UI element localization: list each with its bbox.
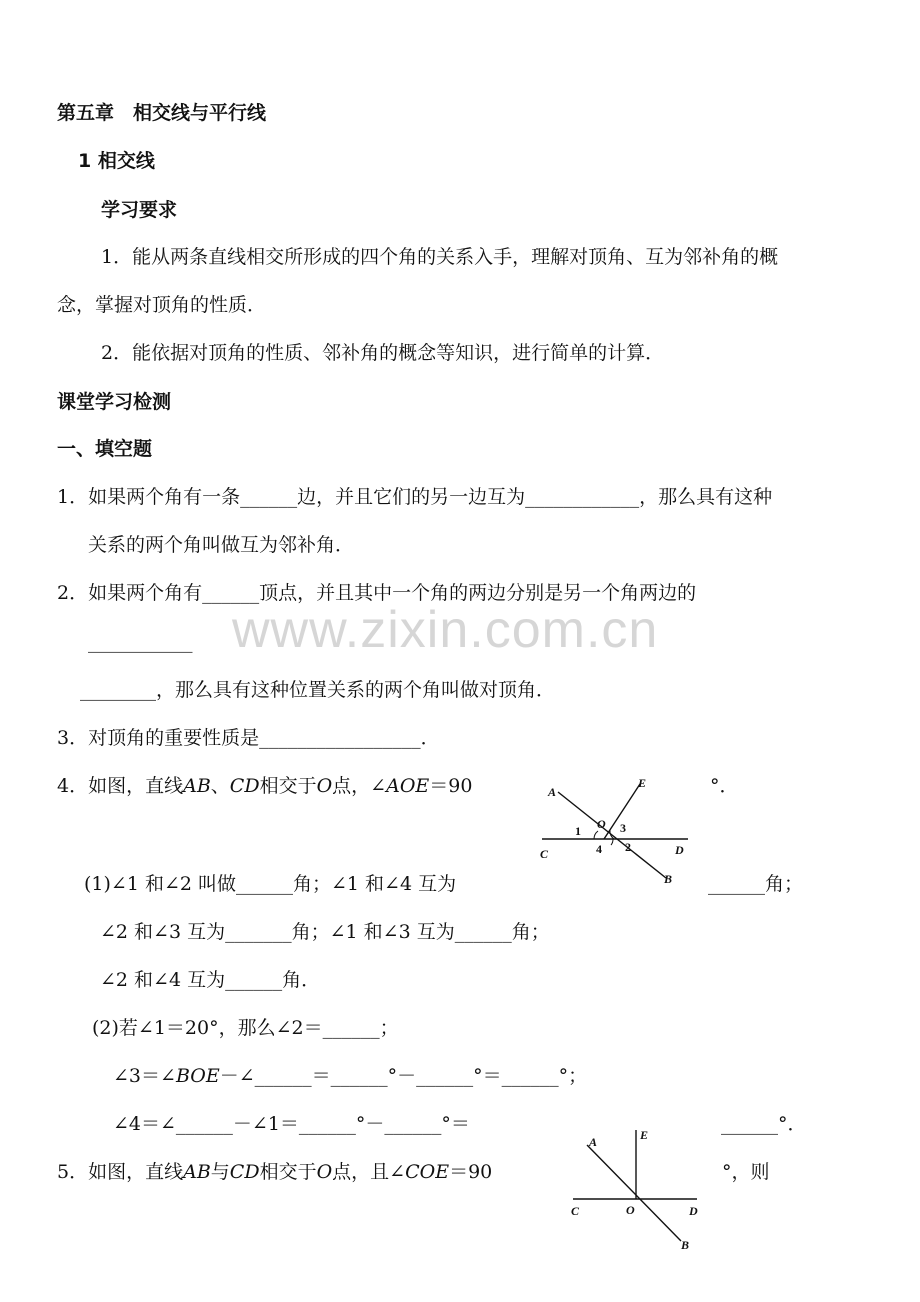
question-4-2-line-b <box>113 1064 587 1088</box>
q4-text-d: 点，∠ <box>332 775 387 797</box>
question-4-2-line-c-end: ______°． <box>721 1113 807 1135</box>
line-ab <box>587 1145 681 1241</box>
question-2-line-3: ________，那么具有这种位置关系的两个角叫做对顶角． <box>80 679 556 701</box>
part1-heading: 一、填空题 <box>57 438 153 460</box>
question-4-1-line-c: ∠2 和∠3 互为_______角；∠1 和∠3 互为______角； <box>100 921 550 943</box>
question-2-blank: ___________ <box>88 631 193 653</box>
label-o: O <box>626 1203 635 1217</box>
question-1-line-1: 1．如果两个角有一条______边，并且它们的另一边互为____________，那么具有这种 <box>57 486 773 508</box>
label-4: 4 <box>596 842 602 856</box>
arc-2 <box>611 839 613 845</box>
label-a: A <box>589 1135 598 1149</box>
watermark: www.zixin.com.cn <box>232 601 659 659</box>
chapter-title: 第五章 相交线与平行线 <box>57 102 267 124</box>
question-1-line-2: 关系的两个角叫做互为邻补角． <box>88 534 355 556</box>
label-e: E <box>640 1128 649 1142</box>
q4-text-e: ＝90 <box>429 775 473 797</box>
label-a: A <box>548 785 557 799</box>
question-4-2-line-a: (2)若∠1＝20°，那么∠2＝______； <box>92 1017 399 1039</box>
question-4-1-line-d: ∠2 和∠4 互为______角． <box>100 969 321 991</box>
q5-cd: CD <box>229 1161 260 1183</box>
q5-o: O <box>316 1161 333 1183</box>
q5-text-c: 相交于 <box>259 1161 317 1183</box>
question-2-line-1: 2．如果两个角有______顶点，并且其中一个角的两边分别是另一个角两边的 <box>57 582 697 604</box>
q4-2b-pre: ∠3＝∠ <box>113 1065 176 1087</box>
requirements-heading: 学习要求 <box>101 199 178 221</box>
arc-1 <box>594 831 598 839</box>
label-1: 1 <box>575 824 581 838</box>
label-c: C <box>540 847 549 861</box>
question-3: 3．对顶角的重要性质是_________________． <box>57 727 440 749</box>
requirement-2: 2．能依据对顶角的性质、邻补角的概念等知识，进行简单的计算． <box>101 342 665 364</box>
q4-ab: AB <box>183 775 211 797</box>
question-4-1-line-a: (1)∠1 和∠2 叫做______角；∠1 和∠4 互为 <box>84 873 457 895</box>
label-e: E <box>638 776 647 790</box>
q5-text-e: ＝90 <box>449 1161 493 1183</box>
q4-2b-boe: BOE <box>175 1065 220 1087</box>
q4-2b-post: －∠______＝______°－______°＝______°； <box>219 1065 588 1087</box>
label-b: B <box>664 872 673 886</box>
question-4-2-line-c: ∠4＝∠______－∠1＝______°－______°＝ <box>113 1113 470 1135</box>
label-d: D <box>689 1204 698 1218</box>
label-o: O <box>597 817 606 831</box>
label-2: 2 <box>625 840 631 854</box>
q4-cd: CD <box>229 775 260 797</box>
q5-text-d: 点，且∠ <box>332 1161 406 1183</box>
section-title: 1 相交线 <box>78 150 155 172</box>
question-4-1-line-b: ______角； <box>708 873 804 895</box>
question-4-line <box>57 774 472 798</box>
q5-text-b: 与 <box>210 1161 230 1183</box>
q4-text-a: 4．如图，直线 <box>57 775 184 797</box>
label-b: B <box>681 1238 690 1252</box>
question-5-end: °，则 <box>722 1161 770 1183</box>
question-4-degree: °． <box>710 775 739 797</box>
q4-text-c: 相交于 <box>259 775 317 797</box>
figure-2 <box>565 1125 715 1255</box>
q4-o: O <box>316 775 333 797</box>
q4-aoe: AOE <box>386 775 430 797</box>
figure-1 <box>530 770 700 895</box>
q5-ab: AB <box>183 1161 211 1183</box>
requirement-1-line-1: 1．能从两条直线相交所形成的四个角的关系入手，理解对顶角、互为邻补角的概 <box>101 246 779 268</box>
requirement-1-line-2: 念，掌握对顶角的性质． <box>57 294 267 316</box>
q5-text-a: 5．如图，直线 <box>57 1161 184 1183</box>
classroom-heading: 课堂学习检测 <box>57 391 172 413</box>
label-3: 3 <box>620 821 626 835</box>
question-5-line <box>57 1160 492 1184</box>
q4-text-b: 、 <box>210 775 230 797</box>
q5-coe: COE <box>405 1161 450 1183</box>
label-c: C <box>571 1204 580 1218</box>
label-d: D <box>675 843 684 857</box>
